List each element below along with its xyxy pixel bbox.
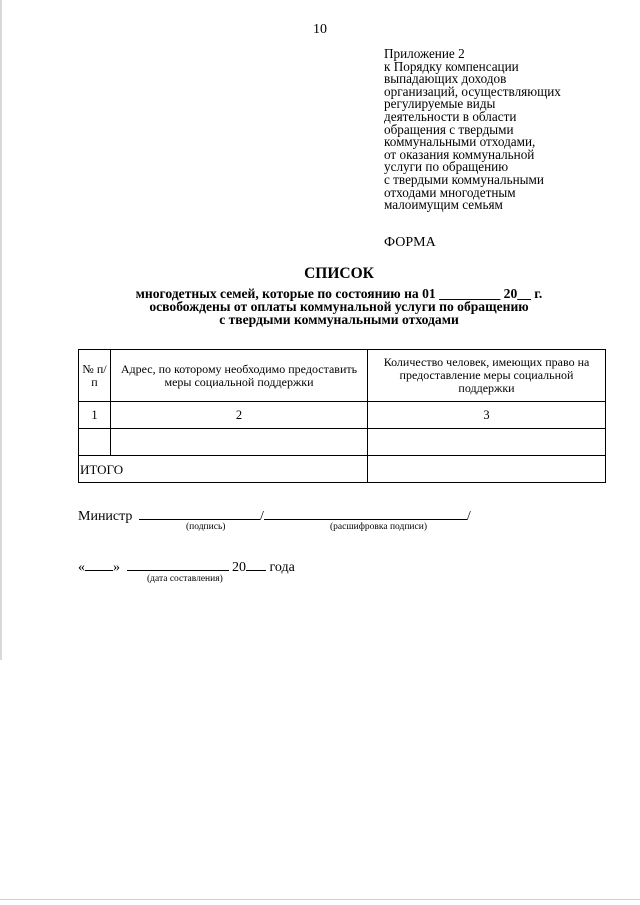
families-table [78, 349, 606, 483]
appendix-line: организаций, осуществляющих [384, 83, 561, 99]
signature-slash: / [466, 509, 471, 524]
month-line [127, 556, 229, 571]
document-title: СПИСОК [304, 265, 374, 282]
appendix-line: к Порядку компенсации [384, 58, 519, 74]
decode-caption: (расшифровка подписи) [330, 522, 427, 532]
header-count: Количество человек, имеющих право на предоставление меры социальной поддержки [368, 350, 606, 402]
day-line [85, 556, 113, 571]
table-header-row [79, 350, 606, 402]
table-cell [79, 429, 111, 456]
year-suffix: года [269, 560, 295, 575]
date-caption: (дата составления) [147, 574, 223, 584]
header-number: № п/п [79, 350, 111, 402]
date-close-quote: » [113, 560, 120, 575]
total-value [368, 456, 606, 483]
header-address: Адрес, по которому необходимо предоставить меры социальной поддержки [111, 350, 368, 402]
decode-line [264, 505, 467, 520]
column-number-row [79, 402, 606, 429]
table-cell [111, 429, 368, 456]
appendix-line: регулируемые виды [384, 96, 496, 112]
appendix-line: малоимущим семьям [384, 197, 503, 213]
subtitle-line: освобождены от оплаты коммунальной услуги по обращению [149, 298, 529, 314]
form-label: ФОРМА [384, 235, 436, 250]
signature-caption: (подпись) [186, 522, 226, 532]
table-cell [368, 429, 606, 456]
appendix-line: обращения с твердыми [384, 121, 514, 137]
appendix-line: с твердыми коммунальными [384, 171, 544, 187]
signature-line [139, 505, 260, 520]
appendix-block [384, 48, 624, 212]
column-number: 1 [79, 402, 111, 429]
appendix-line: деятельности в области [384, 108, 517, 124]
subtitle-line: с твердыми коммунальными отходами [219, 311, 459, 327]
year-prefix: 20 [232, 560, 246, 575]
total-label: ИТОГО [79, 456, 368, 483]
total-row [79, 456, 606, 483]
appendix-line: услуги по обращению [384, 159, 509, 175]
column-number: 2 [111, 402, 368, 429]
appendix-line: коммунальными отходами, [384, 134, 536, 150]
page-number: 10 [313, 22, 327, 37]
scan-edge-bottom [0, 899, 640, 900]
appendix-line: Приложение 2 [384, 46, 465, 61]
appendix-line: от оказания коммунальной [384, 146, 535, 162]
table-row [79, 429, 606, 456]
document-subtitle [0, 288, 640, 326]
appendix-line: выпадающих доходов [384, 71, 507, 87]
signature-slash: / [259, 509, 264, 524]
signer-title: Министр [78, 509, 133, 524]
subtitle-line: многодетных семей, которые по состоянию на 01 _________ 20__ г. [135, 286, 543, 301]
year-line [246, 556, 266, 571]
date-open-quote: « [78, 560, 85, 575]
appendix-line: отходами многодетным [384, 184, 516, 200]
scan-edge-left [0, 0, 2, 660]
column-number: 3 [368, 402, 606, 429]
date-row [78, 556, 295, 576]
